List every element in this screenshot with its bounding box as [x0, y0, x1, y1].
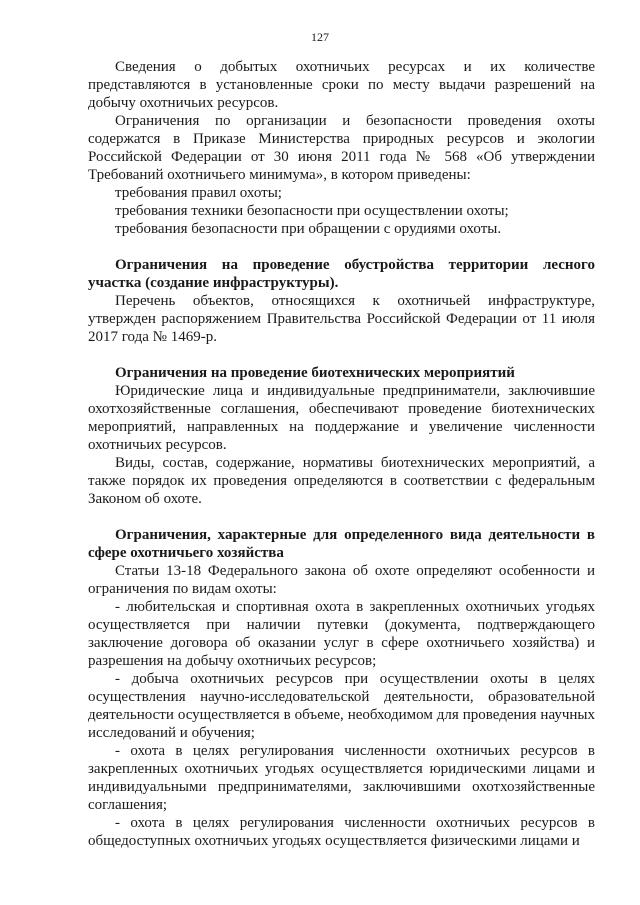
page-number: 127: [311, 30, 329, 44]
paragraph-biotechnical-norms: Виды, состав, содержание, нормативы биотехнических мероприятий, а также порядок их проведения определяются в соответствии с федеральным Законом об охоте.: [88, 455, 595, 507]
document-body: [88, 58, 595, 850]
paragraph-biotechnical-measures: Юридические лица и индивидуальные предприниматели, заключившие охотхозяйственные соглашения, обеспечивают проведение биотехнических мероприятий, направленных на поддержание и увеличение численности охотничьих ресурсов.: [88, 383, 595, 453]
heading-infrastructure: Ограничения на проведение обустройства территории лесного участка (создание инфраструктуры).: [88, 257, 595, 291]
list-item-weapon-safety: требования безопасности при обращении с орудиями охоты.: [115, 221, 502, 237]
list-item-regulation-fixed-grounds: - охота в целях регулирования численности охотничьих ресурсов в закрепленных охотничьих угодьях осуществляется юридическими лицами и индивидуальными предпринимателями, заключившими охотхозяйственные соглашения;: [88, 743, 595, 813]
list-item-safety-technique: требования техники безопасности при осуществлении охоты;: [115, 203, 509, 219]
heading-activity-restrictions: Ограничения, характерные для определенного вида деятельности в сфере охотничьего хозяйства: [88, 527, 595, 561]
paragraph-hunting-records: Сведения о добытых охотничьих ресурсах и их количестве представляются в установленные сроки по месту выдачи разрешений на добычу охотничьих ресурсов.: [88, 59, 595, 111]
spacer: [88, 238, 595, 256]
list-item-regulation-public-grounds: - охота в целях регулирования численности охотничьих ресурсов в общедоступных охотничьих угодьях осуществляется физическими лицами и: [88, 815, 595, 849]
paragraph-infrastructure-list: Перечень объектов, относящихся к охотничьей инфраструктуре, утвержден распоряжением Правительства Российской Федерации от 11 июля 2017 года № 1469-р.: [88, 293, 595, 345]
paragraph-safety-restrictions: Ограничения по организации и безопасности проведения охоты содержатся в Приказе Министерства природных ресурсов и экологии Российской Федерации от 30 июня 2011 года № 568 «Об утверждении Требований охотничьего минимума», в котором приведены:: [88, 113, 595, 183]
spacer: [88, 508, 595, 526]
list-item-hunting-rules: требования правил охоты;: [115, 185, 282, 201]
paragraph-articles-13-18: Статьи 13-18 Федерального закона об охоте определяют особенности и ограничения по видам охоты:: [88, 563, 595, 597]
list-item-amateur-sport-hunting: - любительская и спортивная охота в закрепленных охотничьих угодьях осуществляется при наличии путевки (документа, подтверждающего заключение договора об оказании услуг в сфере охотничьего хозяйства) и разрешения на добычу охотничьих ресурсов;: [88, 599, 595, 669]
spacer: [88, 346, 595, 364]
heading-biotechnical: Ограничения на проведение биотехнических мероприятий: [115, 365, 515, 381]
list-item-scientific-hunting: - добыча охотничьих ресурсов при осуществлении охоты в целях осуществления научно-исследовательской деятельности, образовательной деятельности осуществляется в объеме, необходимом для проведения научных исследований и обучения;: [88, 671, 595, 741]
